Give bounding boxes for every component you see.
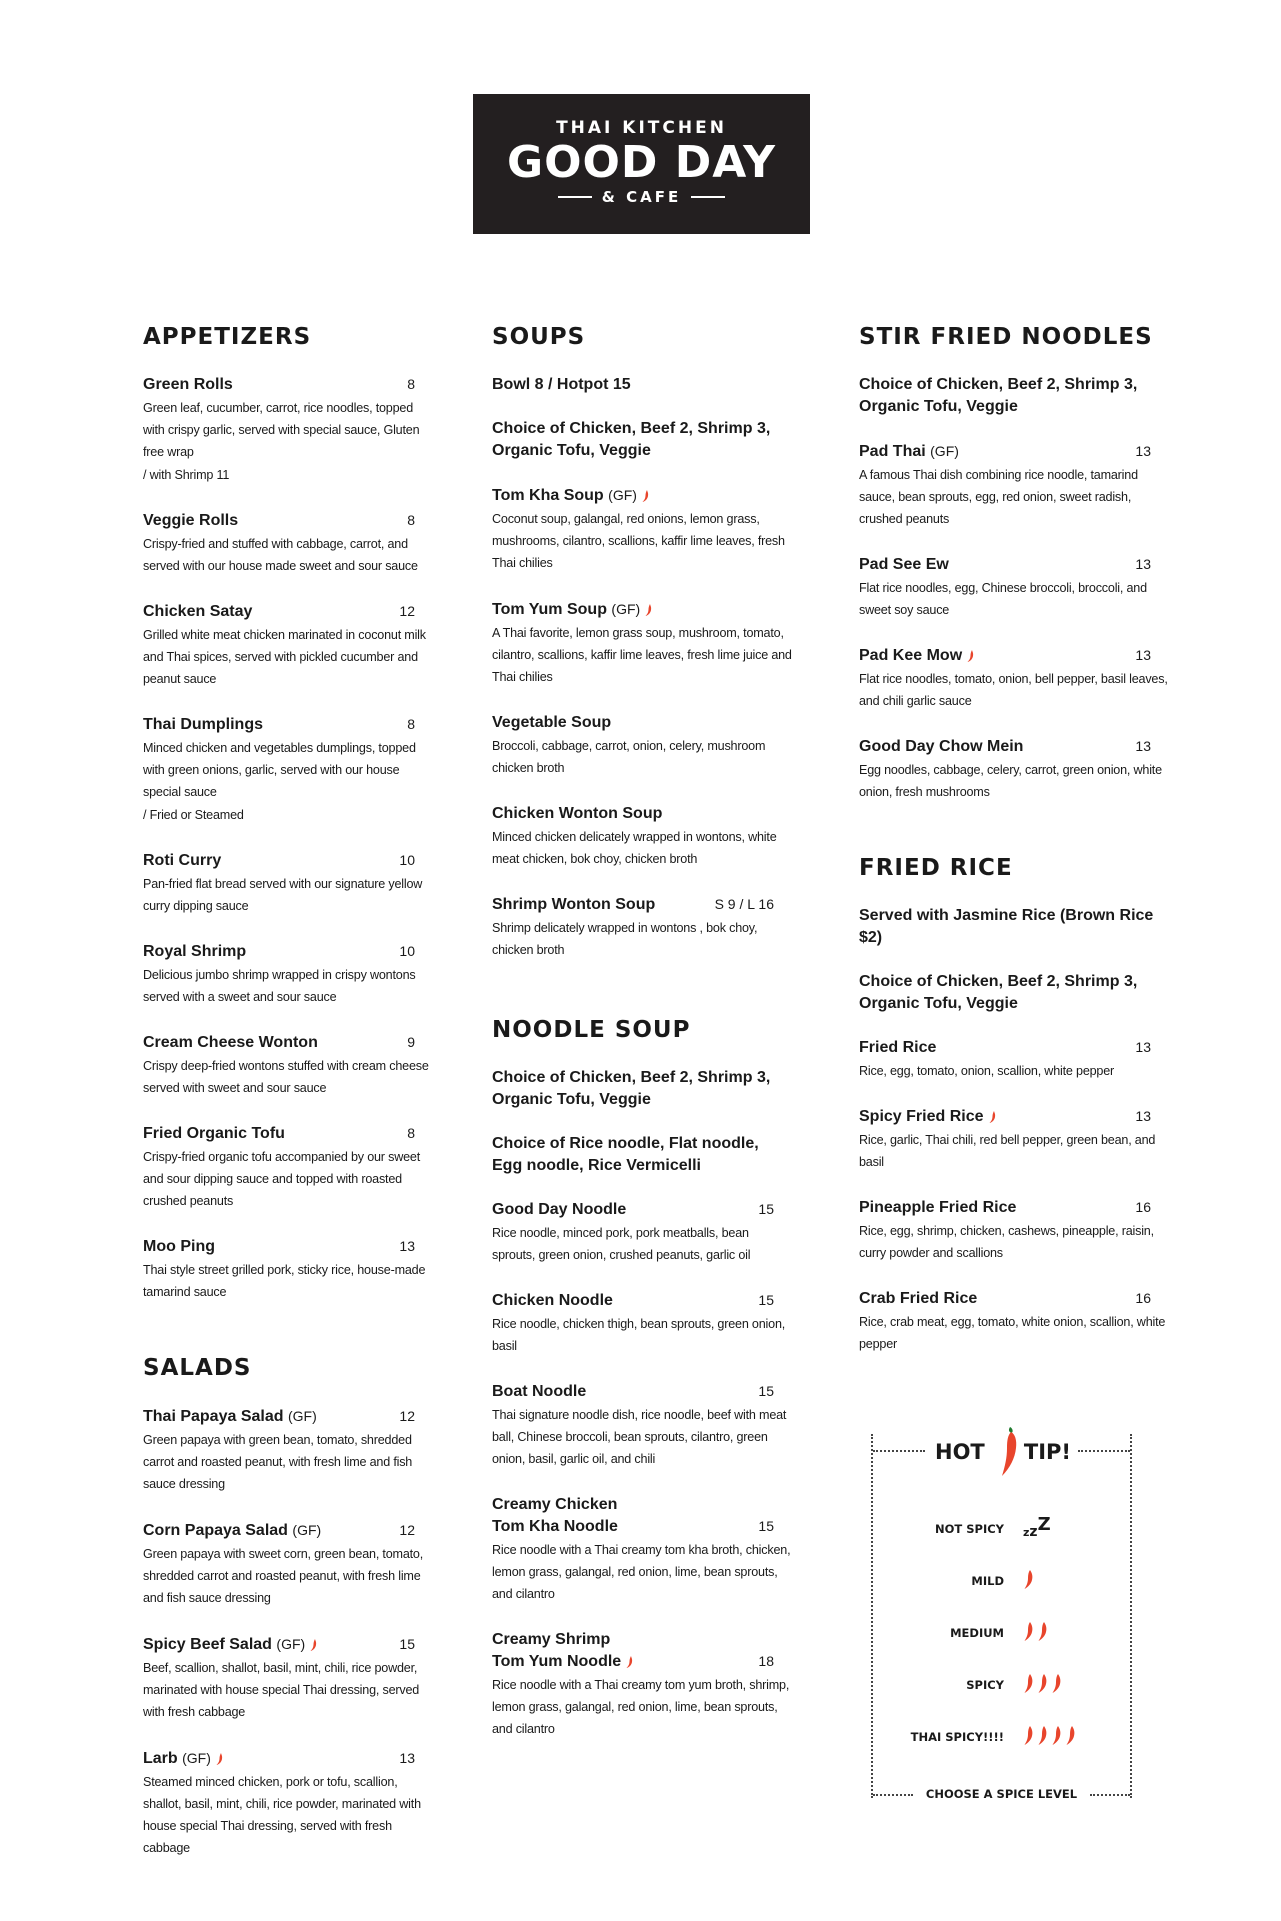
gluten-free-tag: (GF) [930,443,959,459]
item-price: 13 [1135,647,1151,663]
item-description: Rice, crab meat, egg, tomato, white onion, scallion, white pepper [859,1315,1166,1351]
section-note: Bowl 8 / Hotpot 15 [492,376,631,393]
item-price: 12 [399,1408,415,1424]
menu-item [492,712,792,779]
item-price: 16 [1135,1199,1151,1215]
menu-item [859,645,1169,712]
column-left [143,320,433,1883]
item-price: 8 [407,512,415,528]
legend-title [935,1434,1071,1478]
gluten-free-tag: (GF) [182,1750,211,1766]
item-name: Pad See Ew [859,556,949,573]
item-description: Broccoli, cabbage, carrot, onion, celery, mushroom chicken broth [492,739,766,775]
item-description: Coconut soup, galangal, red onions, lemon grass, mushrooms, cilantro, scallions, kaffir lime leaves, fresh Thai chilies [492,512,785,570]
item-description: Delicious jumbo shrimp wrapped in crispy wontons served with a sweet and sour sauce [143,968,416,1004]
column-middle [492,320,792,1764]
item-name: Pad Kee Mow [859,647,963,664]
item-name: Larb [143,1750,178,1767]
legend-footer-text: CHOOSE A SPICE LEVEL [925,1787,1078,1801]
item-name: Spicy Fried Rice [859,1108,984,1125]
dotted-rule [873,1450,925,1452]
menu-item [143,374,433,486]
item-description: Green leaf, cucumber, carrot, rice noodles, topped with crispy garlic, served with special sauce, Gluten free wrap [143,401,420,459]
item-description: Crispy-fried and stuffed with cabbage, carrot, and served with our house made sweet and sour sauce [143,537,418,573]
item-name: Fried Rice [859,1039,937,1056]
item-price: 10 [399,852,415,868]
item-description: Pan-fried flat bread served with our signature yellow curry dipping sauce [143,877,423,913]
chili-icon [309,1638,319,1652]
logo-subtitle: THAI KITCHEN [556,118,727,138]
item-description: Minced chicken delicately wrapped in wontons, white meat chicken, bok choy, chicken broth [492,830,777,866]
item-description: Rice noodle with a Thai creamy tom kha broth, chicken, lemon grass, galangal, red onion, lime, bean sprouts, and cilantro [492,1543,791,1601]
menu-item [143,1747,433,1859]
item-description: Rice noodle, chicken thigh, bean sprouts, green onion, basil [492,1317,786,1353]
item-description: Shrimp delicately wrapped in wontons , bok choy, chicken broth [492,921,758,957]
chili-rating [1023,1672,1063,1694]
item-name: Shrimp Wonton Soup [492,896,656,913]
spice-level-label: MEDIUM [950,1626,1004,1640]
menu-item [859,440,1169,530]
section-note: Choice of Chicken, Beef 2, Shrimp 3, Organic Tofu, Veggie [859,376,1138,415]
sleep-icon: zzZ [1023,1514,1051,1540]
spice-level-mild [873,1566,1130,1596]
item-name: Green Rolls [143,376,233,393]
chili-icon [1023,1724,1035,1746]
spice-level-spicy [873,1670,1130,1700]
menu-item [143,1519,433,1609]
menu-item [143,1633,433,1723]
spice-level-label: NOT SPICY [934,1522,1004,1536]
chili-icon [1023,1568,1035,1590]
menu-item [143,1405,433,1495]
section-title-salads: SALADS [143,1355,252,1381]
item-price: 18 [758,1653,774,1669]
column-right [859,320,1169,1379]
menu-item [859,1197,1169,1264]
item-name: Cream Cheese Wonton [143,1034,318,1051]
logo-tagline-text: & CAFE [601,188,682,206]
chili-rating [1023,1568,1035,1590]
item-name: Pad Thai [859,443,926,460]
chili-icon [1051,1724,1063,1746]
item-price: 12 [399,603,415,619]
gluten-free-tag: (GF) [287,1408,317,1424]
item-description: Beef, scallion, shallot, basil, mint, chili, rice powder, marinated with house special Thai dressing, served with fresh cabbage [143,1661,420,1719]
menu-item [143,1123,433,1212]
item-price: 8 [407,716,415,732]
chili-icon [641,489,651,503]
item-description: Thai style street grilled pork, sticky rice, house-made tamarind sauce [143,1263,426,1299]
item-name: Royal Shrimp [143,943,247,960]
menu-item [143,850,433,917]
menu-item [492,803,792,870]
item-price: 13 [1135,556,1151,572]
menu-item [492,894,792,961]
item-description: A famous Thai dish combining rice noodle, tamarind sauce, bean sprouts, egg, red onion, sweet radish, crushed peanuts [859,468,1138,526]
logo-title: GOOD DAY [507,137,776,188]
restaurant-logo [473,94,810,234]
item-price: 13 [1135,1108,1151,1124]
item-price: 8 [407,1125,415,1141]
gluten-free-tag: (GF) [292,1522,322,1538]
section-title-appetizers: APPETIZERS [143,324,312,350]
item-name: Moo Ping [143,1238,215,1255]
item-price: 13 [1135,443,1151,459]
chili-icon [625,1655,635,1669]
chili-icon [1023,1672,1035,1694]
chili-icon [998,1426,1022,1478]
section-note: Choice of Chicken, Beef 2, Shrimp 3, Organic Tofu, Veggie [859,973,1138,1012]
gluten-free-tag: (GF) [276,1636,306,1652]
item-name: Veggie Rolls [143,512,239,529]
legend-title-tip: TIP! [1023,1440,1071,1464]
item-description: Rice noodle with a Thai creamy tom yum broth, shrimp, lemon grass, galangal, red onion, lime, bean sprouts, and cilantro [492,1678,790,1736]
item-name: Pineapple Fried Rice [859,1199,1017,1216]
section-note: Served with Jasmine Rice (Brown Rice $2) [859,907,1154,946]
menu-item [492,1629,792,1740]
logo-tagline [473,188,810,206]
item-name: Crab Fried Rice [859,1290,978,1307]
item-price: 13 [1135,738,1151,754]
logo-rule-right [691,196,725,198]
chili-icon [644,603,654,617]
item-name: Good Day Chow Mein [859,738,1024,755]
spice-level-legend [871,1434,1132,1801]
section-title-soups: SOUPS [492,324,586,350]
legend-footer [873,1786,1130,1806]
item-name: Creamy Chicken [492,1496,618,1513]
chili-icon [1037,1672,1049,1694]
dotted-rule [1090,1794,1130,1796]
item-description: A Thai favorite, lemon grass soup, mushroom, tomato, cilantro, scallions, kaffir lime leaves, fresh lime juice and Thai chilies [492,626,792,684]
item-name-line2: Tom Yum Noodle [492,1653,622,1670]
item-price: 15 [399,1636,415,1652]
chili-icon [966,649,976,663]
item-price: S 9 / L 16 [714,896,774,912]
item-name: Roti Curry [143,852,222,869]
dotted-rule [1078,1450,1130,1452]
item-name: Thai Papaya Salad [143,1408,284,1425]
spice-level-thai-spicy [873,1722,1130,1752]
item-price: 15 [758,1383,774,1399]
item-price: 13 [1135,1039,1151,1055]
chili-icon [215,1752,225,1766]
item-description: Green papaya with sweet corn, green bean, tomato, shredded carrot and roasted peanut, with fresh lime and fish sauce dressing [143,1547,424,1605]
item-price: 15 [758,1518,774,1534]
item-price: 12 [399,1522,415,1538]
item-extra: / with Shrimp 11 [143,468,230,482]
item-name: Boat Noodle [492,1383,587,1400]
item-name: Chicken Noodle [492,1292,613,1309]
chili-icon [1051,1672,1063,1694]
menu-item [143,714,433,826]
item-price: 10 [399,943,415,959]
menu-item [143,941,433,1008]
menu-item [859,1037,1169,1082]
spice-level-label: SPICY [966,1678,1004,1692]
item-name: Thai Dumplings [143,716,263,733]
section-note: Choice of Rice noodle, Flat noodle, Egg noodle, Rice Vermicelli [492,1135,759,1174]
item-price: 9 [407,1034,415,1050]
item-description: Flat rice noodles, egg, Chinese broccoli, broccoli, and sweet soy sauce [859,581,1147,617]
spice-level-label: MILD [971,1574,1004,1588]
item-name: Spicy Beef Salad [143,1636,272,1653]
item-name: Chicken Wonton Soup [492,805,663,822]
section-title-noodle-soup: NOODLE SOUP [492,1017,691,1043]
gluten-free-tag: (GF) [611,601,641,617]
item-description: Rice, egg, tomato, onion, scallion, white pepper [859,1064,1115,1078]
item-price: 13 [399,1750,415,1766]
menu-item [143,1236,433,1303]
menu-item [859,1106,1169,1173]
item-name: Tom Yum Soup [492,601,607,618]
item-price: 13 [399,1238,415,1254]
chili-rating [1023,1620,1049,1642]
item-name: Corn Papaya Salad [143,1522,288,1539]
item-price: 15 [758,1201,774,1217]
item-description: Steamed minced chicken, pork or tofu, scallion, shallot, basil, mint, chili, rice powder, marinated with house special Thai dressing, served with fresh cabbage [143,1775,421,1855]
item-description: Rice noodle, minced pork, pork meatballs, bean sprouts, green onion, crushed peanuts, garlic oil [492,1226,751,1262]
chili-icon [1023,1620,1035,1642]
spice-level-label: THAI SPICY!!!! [910,1730,1004,1744]
chili-icon [1037,1620,1049,1642]
menu-item [492,484,792,574]
item-name: Good Day Noodle [492,1201,627,1218]
spice-level-medium [873,1618,1130,1648]
gluten-free-tag: (GF) [608,487,637,503]
item-description: Crispy deep-fried wontons stuffed with cream cheese served with sweet and sour sauce [143,1059,429,1095]
menu-item [492,1381,792,1470]
menu-item [143,1032,433,1099]
item-price: 16 [1135,1290,1151,1306]
item-description: Crispy-fried organic tofu accompanied by our sweet and sour dipping sauce and topped with roasted crushed peanuts [143,1150,420,1208]
item-description: Grilled white meat chicken marinated in coconut milk and Thai spices, served with pickled cucumber and peanut sauce [143,628,426,686]
item-price: 8 [407,376,415,392]
menu-item [859,736,1169,803]
menu-item [143,510,433,577]
chili-icon [1037,1724,1049,1746]
item-name: Creamy Shrimp [492,1631,611,1648]
section-title-stir-fried-noodles: STIR FRIED NOODLES [859,324,1153,350]
item-description: Thai signature noodle dish, rice noodle, beef with meat ball, Chinese broccoli, bean sprouts, cilantro, green onion, basil, garlic oil, and chili [492,1408,787,1466]
item-name: Chicken Satay [143,603,253,620]
item-name: Tom Kha Soup [492,487,604,504]
chili-icon [1065,1724,1077,1746]
item-description: Green papaya with green bean, tomato, shredded carrot and roasted peanut, with fresh lime and fish sauce dressing [143,1433,413,1491]
item-name: Fried Organic Tofu [143,1125,285,1142]
chili-icon [988,1110,998,1124]
menu-item [143,601,433,690]
item-name: Vegetable Soup [492,714,612,731]
menu-item [492,1199,792,1266]
section-title-fried-rice: FRIED RICE [859,855,1013,881]
item-description: Rice, garlic, Thai chili, red bell pepper, green bean, and basil [859,1133,1156,1169]
item-description: Rice, egg, shrimp, chicken, cashews, pineapple, raisin, curry powder and scallions [859,1224,1154,1260]
logo-rule-left [558,196,592,198]
item-description: Flat rice noodles, tomato, onion, bell pepper, basil leaves, and chili garlic sauce [859,672,1168,708]
menu-item [859,1288,1169,1355]
item-price: 15 [758,1292,774,1308]
spice-level-not-spicy [873,1514,1130,1544]
item-name-line2: Tom Kha Noodle [492,1518,618,1535]
section-note: Choice of Chicken, Beef 2, Shrimp 3, Organic Tofu, Veggie [492,1069,771,1108]
menu-item [492,1494,792,1605]
item-extra: / Fried or Steamed [143,808,244,822]
section-note: Choice of Chicken, Beef 2, Shrimp 3, Organic Tofu, Veggie [492,420,771,459]
menu-item [492,598,792,688]
item-description: Egg noodles, cabbage, celery, carrot, green onion, white onion, fresh mushrooms [859,763,1162,799]
menu-item [859,554,1169,621]
chili-rating [1023,1724,1077,1746]
item-description: Minced chicken and vegetables dumplings, topped with green onions, garlic, served with our house special sauce [143,741,416,799]
legend-title-hot: HOT [935,1440,985,1464]
menu-item [492,1290,792,1357]
